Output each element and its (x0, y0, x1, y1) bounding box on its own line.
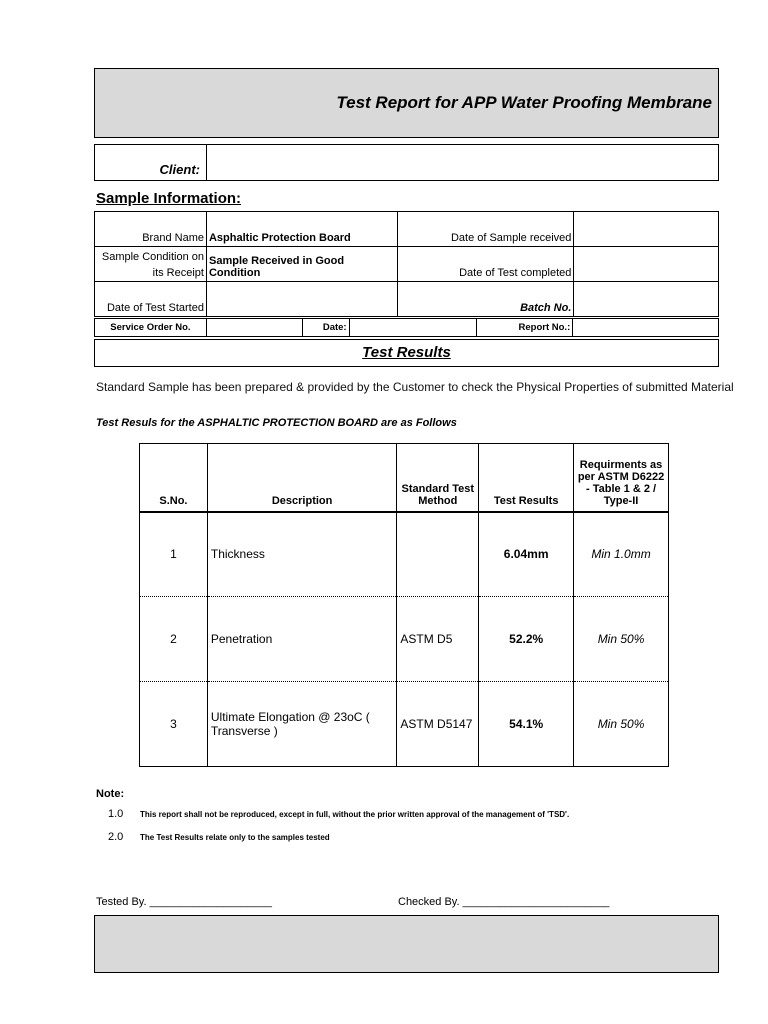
col-sno: S.No. (140, 444, 208, 512)
report-no-label: Report No.: (477, 319, 573, 337)
table-row (140, 682, 669, 767)
condition-value: Sample Received in Good Condition (206, 247, 397, 282)
col-description: Description (207, 444, 397, 512)
note-2-text: The Test Results relate only to the samples tested (140, 833, 330, 842)
condition-label-line1: Sample Condition on (101, 251, 204, 263)
client-label: Client: (95, 145, 207, 180)
note-1-text: This report shall not be reproduced, except in full, without the prior written approval of the management of 'TSD'. (140, 810, 570, 819)
client-box (94, 144, 719, 181)
note-1-number: 1.0 (108, 808, 124, 820)
row-sno: 2 (140, 597, 208, 682)
row-result: 54.1% (479, 682, 574, 767)
row-method: ASTM D5147 (397, 682, 479, 767)
condition-label (95, 247, 207, 282)
service-order-value (206, 319, 302, 337)
report-title: Test Report for APP Water Proofing Membrane (336, 93, 712, 112)
batch-label: Batch No. (397, 282, 574, 317)
date-started-label: Date of Test Started (95, 282, 207, 317)
footer-box (94, 915, 719, 973)
row-requirement: Min 50% (574, 597, 669, 682)
condition-label-line2: its Receipt (152, 267, 204, 279)
date-completed-label: Date of Test completed (397, 247, 574, 282)
col-method: Standard Test Method (397, 444, 479, 512)
row-method: ASTM D5 (397, 597, 479, 682)
brand-name-value: Asphaltic Protection Board (206, 212, 397, 247)
results-intro: Standard Sample has been prepared & provided by the Customer to check the Physical Properties of submitted Material (96, 380, 734, 394)
row-method (397, 512, 479, 597)
note-title: Note: (96, 788, 125, 800)
date-completed-value (574, 247, 719, 282)
report-no-value (573, 319, 719, 337)
date-received-value (574, 212, 719, 247)
date-received-label: Date of Sample received (397, 212, 574, 247)
checked-by: Checked By. ________________________ (398, 896, 610, 908)
row-description: Thickness (207, 512, 397, 597)
table-row (140, 512, 669, 597)
report-header (94, 68, 719, 138)
service-date-label: Date: (302, 319, 349, 337)
row-requirement: Min 1.0mm (574, 512, 669, 597)
col-result: Test Results (479, 444, 574, 512)
row-requirement: Min 50% (574, 682, 669, 767)
row-description: Ultimate Elongation @ 23oC ( Transverse ) (207, 682, 397, 767)
row-description: Penetration (207, 597, 397, 682)
test-results-title: Test Results (362, 344, 451, 361)
results-table (139, 443, 669, 767)
row-result: 52.2% (479, 597, 574, 682)
service-date-value (349, 319, 477, 337)
service-table (94, 318, 719, 337)
test-results-box (94, 339, 719, 367)
table-row (140, 597, 669, 682)
row-sno: 1 (140, 512, 208, 597)
brand-name-label: Brand Name (95, 212, 207, 247)
service-order-label: Service Order No. (95, 319, 207, 337)
sample-info-table (94, 211, 719, 317)
date-started-value (206, 282, 397, 317)
col-requirement: Requirments as per ASTM D6222 - Table 1 & 2 / Type-II (574, 444, 669, 512)
row-sno: 3 (140, 682, 208, 767)
sample-info-title: Sample Information: (96, 190, 242, 207)
results-subtitle: Test Resuls for the ASPHALTIC PROTECTION BOARD are as Follows (96, 417, 457, 429)
note-2-number: 2.0 (108, 831, 124, 843)
row-result: 6.04mm (479, 512, 574, 597)
batch-value (574, 282, 719, 317)
tested-by: Tested By. ____________________ (96, 896, 272, 908)
